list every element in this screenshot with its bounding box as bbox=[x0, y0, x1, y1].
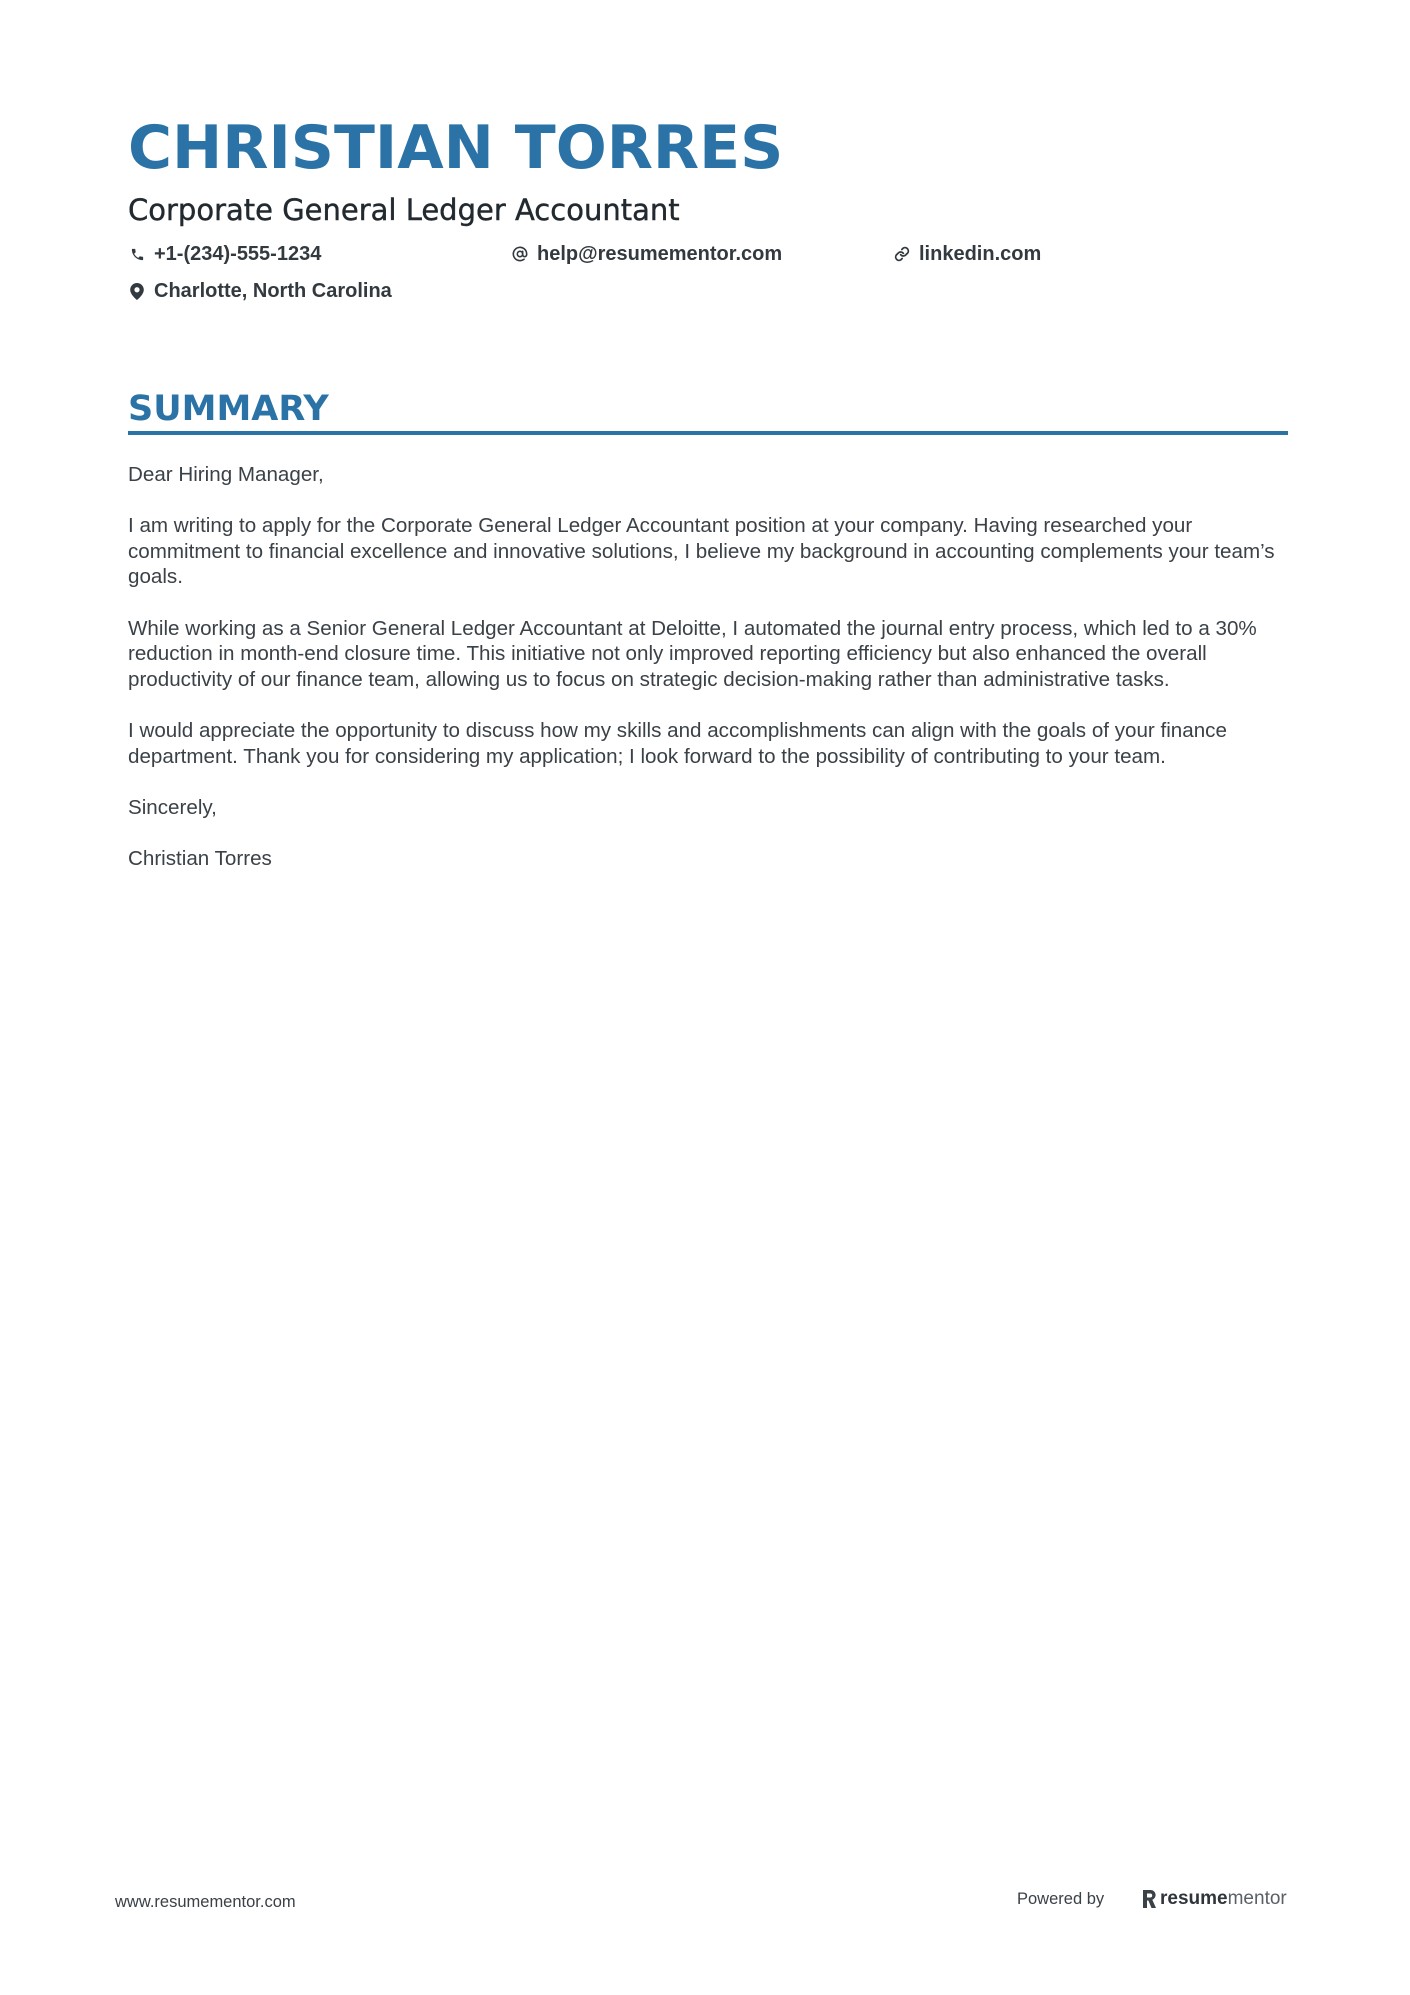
link-icon bbox=[893, 245, 911, 263]
job-title: Corporate General Ledger Accountant bbox=[128, 193, 680, 227]
phone-icon bbox=[128, 245, 146, 263]
at-sign-icon bbox=[511, 245, 529, 263]
map-pin-icon bbox=[128, 282, 146, 300]
salutation: Dear Hiring Manager, bbox=[128, 463, 324, 486]
website-text[interactable]: linkedin.com bbox=[919, 242, 1042, 265]
letter-body bbox=[128, 462, 1298, 897]
contact-location bbox=[128, 278, 392, 304]
phone-text: +1-(234)-555-1234 bbox=[154, 242, 322, 265]
resumementor-logo-icon bbox=[1141, 1889, 1157, 1909]
candidate-name: CHRISTIAN TORRES bbox=[128, 113, 784, 183]
email-text[interactable]: help@resumementor.com bbox=[537, 242, 783, 265]
letter-paragraph: While working as a Senior General Ledger Accountant at Deloitte, I automated the journal entry process, which led to a 30% reduction in month-end closure time. This initiative not only improved reporting efficiency but also enhanced the overall productivity of our finance team, allowing us to focus on strategic decision-making rather than administrative tasks. bbox=[128, 616, 1257, 691]
resumementor-logo[interactable] bbox=[1141, 1888, 1287, 1910]
signature: Christian Torres bbox=[128, 846, 272, 870]
brand-wordmark-bold: resume bbox=[1160, 1888, 1228, 1909]
brand-wordmark-light: mentor bbox=[1227, 1888, 1287, 1909]
closing: Sincerely, bbox=[128, 795, 217, 819]
location-text: Charlotte, North Carolina bbox=[154, 279, 392, 302]
letter-paragraph: I would appreciate the opportunity to discuss how my skills and accomplishments can align with the goals of your finance department. Thank you for considering my application; I look forward to the possibility of contributing to your team. bbox=[128, 718, 1227, 768]
letter-paragraph: I am writing to apply for the Corporate General Ledger Accountant position at your company. Having researched your commitment to financial excellence and innovative solutions, I believe my background in accounting complements your team’s goals. bbox=[128, 514, 1275, 589]
contact-email bbox=[511, 241, 782, 267]
contact-website bbox=[893, 241, 1041, 267]
resumementor-wordmark bbox=[1160, 1888, 1287, 1910]
contact-phone bbox=[128, 241, 321, 267]
summary-heading: SUMMARY bbox=[128, 389, 329, 429]
section-divider bbox=[128, 431, 1288, 435]
footer-website-link[interactable]: www.resumementor.com bbox=[115, 1893, 296, 1911]
powered-by-label: Powered by bbox=[1017, 1890, 1105, 1908]
